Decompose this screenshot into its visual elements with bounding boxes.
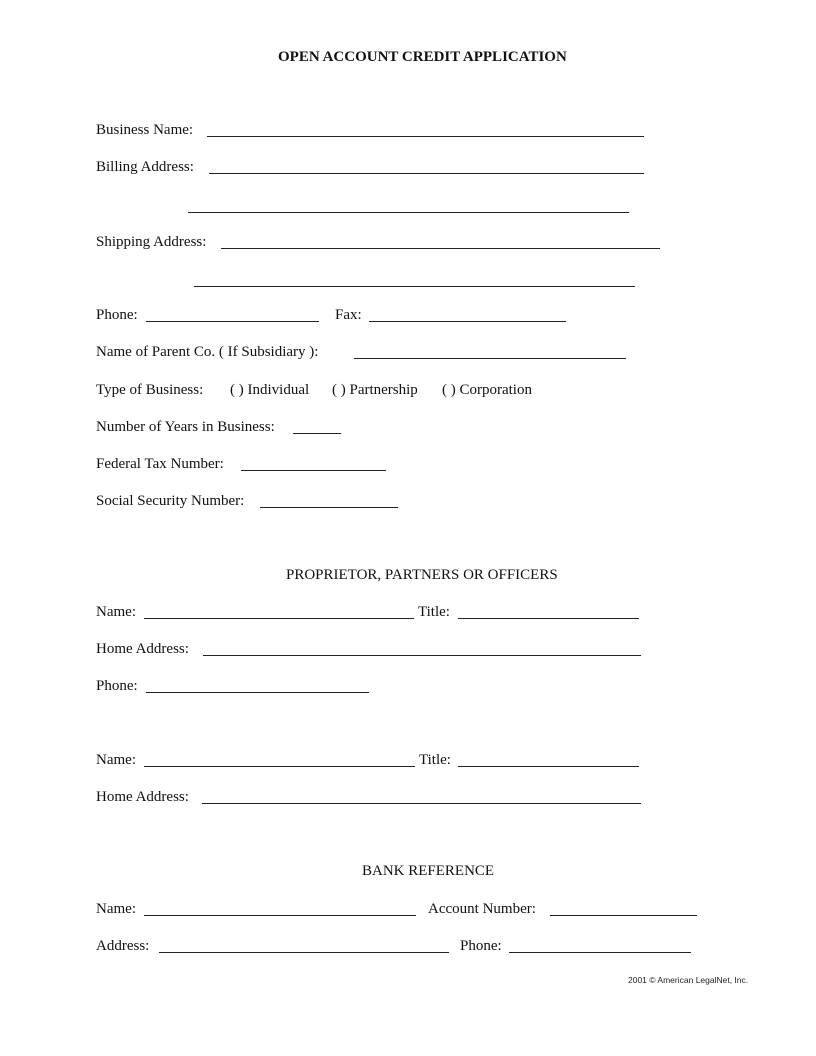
officer1-name-label: Name:: [96, 604, 136, 620]
shipping-address-field-line2[interactable]: [194, 286, 635, 287]
business-type-corporation-option[interactable]: ( ) Corporation: [442, 382, 532, 398]
page-title: OPEN ACCOUNT CREDIT APPLICATION: [278, 49, 567, 65]
officer1-title-field[interactable]: [458, 618, 639, 619]
bank-reference-heading: BANK REFERENCE: [362, 863, 495, 879]
business-phone-field[interactable]: [146, 321, 319, 322]
officer2-name-field[interactable]: [144, 766, 415, 767]
parent-company-label: Name of Parent Co. ( If Subsidiary ):: [96, 344, 319, 360]
billing-address-field-line2[interactable]: [188, 212, 629, 213]
business-phone-label: Phone:: [96, 307, 138, 323]
officer2-title-field[interactable]: [458, 766, 639, 767]
bank-phone-field[interactable]: [509, 952, 691, 953]
fax-field[interactable]: [369, 321, 566, 322]
business-type-individual-option[interactable]: ( ) Individual: [230, 382, 310, 398]
officer1-phone-field[interactable]: [146, 692, 369, 693]
bank-name-field[interactable]: [144, 915, 416, 916]
shipping-address-label: Shipping Address:: [96, 234, 207, 250]
officer2-home-address-label: Home Address:: [96, 789, 189, 805]
account-number-label: Account Number:: [428, 901, 536, 917]
officer1-title-label: Title:: [418, 604, 450, 620]
bank-address-field[interactable]: [159, 952, 449, 953]
years-in-business-label: Number of Years in Business:: [96, 419, 275, 435]
officer1-phone-label: Phone:: [96, 678, 138, 694]
business-name-label: Business Name:: [96, 122, 194, 138]
ssn-field[interactable]: [260, 507, 398, 508]
business-type-partnership-option[interactable]: ( ) Partnership: [332, 382, 418, 398]
copyright-footer: 2001 © American LegalNet, Inc.: [628, 975, 749, 985]
fax-label: Fax:: [335, 307, 362, 323]
officer2-title-label: Title:: [419, 752, 451, 768]
account-number-field[interactable]: [550, 915, 697, 916]
officer2-name-label: Name:: [96, 752, 136, 768]
shipping-address-field[interactable]: [221, 248, 660, 249]
bank-phone-label: Phone:: [460, 938, 502, 954]
federal-tax-number-field[interactable]: [241, 470, 386, 471]
parent-company-field[interactable]: [354, 358, 626, 359]
ssn-label: Social Security Number:: [96, 493, 245, 509]
bank-address-label: Address:: [96, 938, 150, 954]
officer1-name-field[interactable]: [144, 618, 414, 619]
federal-tax-number-label: Federal Tax Number:: [96, 456, 224, 472]
billing-address-label: Billing Address:: [96, 159, 194, 175]
officers-heading: PROPRIETOR, PARTNERS OR OFFICERS: [286, 567, 558, 583]
officer2-home-address-field[interactable]: [202, 803, 641, 804]
officer1-home-address-field[interactable]: [203, 655, 641, 656]
business-type-label: Type of Business:: [96, 382, 204, 398]
years-in-business-field[interactable]: [293, 433, 341, 434]
officer1-home-address-label: Home Address:: [96, 641, 189, 657]
billing-address-field[interactable]: [209, 173, 644, 174]
bank-name-label: Name:: [96, 901, 136, 917]
business-name-field[interactable]: [207, 136, 644, 137]
